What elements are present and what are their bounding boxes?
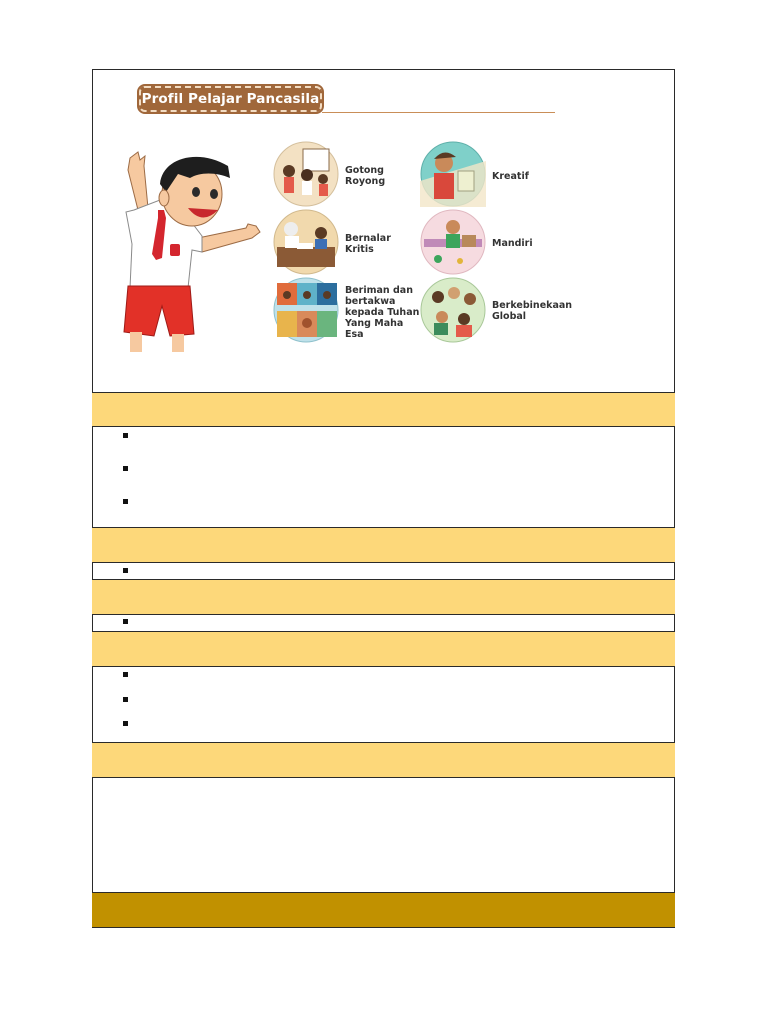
profile-banner xyxy=(139,86,322,112)
list-bullet xyxy=(123,433,128,438)
diversity-icon xyxy=(420,277,486,343)
creative-icon xyxy=(420,141,486,207)
independent-icon xyxy=(420,209,486,275)
list-bullet xyxy=(123,619,128,624)
faith-icon xyxy=(273,277,339,343)
profile-label-beriman: Beriman dan bertakwa kepada Tuhan Yang Maha Esa xyxy=(345,285,420,340)
teamwork-icon xyxy=(273,141,339,207)
profile-label-berkebinekaan-global: Berkebinekaan Global xyxy=(492,300,573,322)
profile-label-mandiri: Mandiri xyxy=(492,238,533,249)
section-header-band-4 xyxy=(92,631,675,667)
list-bullet xyxy=(123,568,128,573)
banner-underline xyxy=(322,112,555,113)
list-bullet xyxy=(123,466,128,471)
section-header-band-1 xyxy=(92,392,675,427)
footer-band xyxy=(92,892,675,928)
section-header-band-2 xyxy=(92,527,675,563)
section-header-band-5 xyxy=(92,742,675,778)
banner-title: Profil Pelajar Pancasila xyxy=(141,91,320,107)
section-header-band-3 xyxy=(92,579,675,615)
list-bullet xyxy=(123,721,128,726)
profile-label-gotong-royong: Gotong Royong xyxy=(345,165,386,187)
profile-label-bernalar-kritis: Bernalar Kritis xyxy=(345,233,391,255)
list-bullet xyxy=(123,672,128,677)
critical-thinking-icon xyxy=(273,209,339,275)
list-bullet xyxy=(123,697,128,702)
list-bullet xyxy=(123,499,128,504)
student-illustration xyxy=(118,148,268,354)
profile-label-kreatif: Kreatif xyxy=(492,171,529,182)
